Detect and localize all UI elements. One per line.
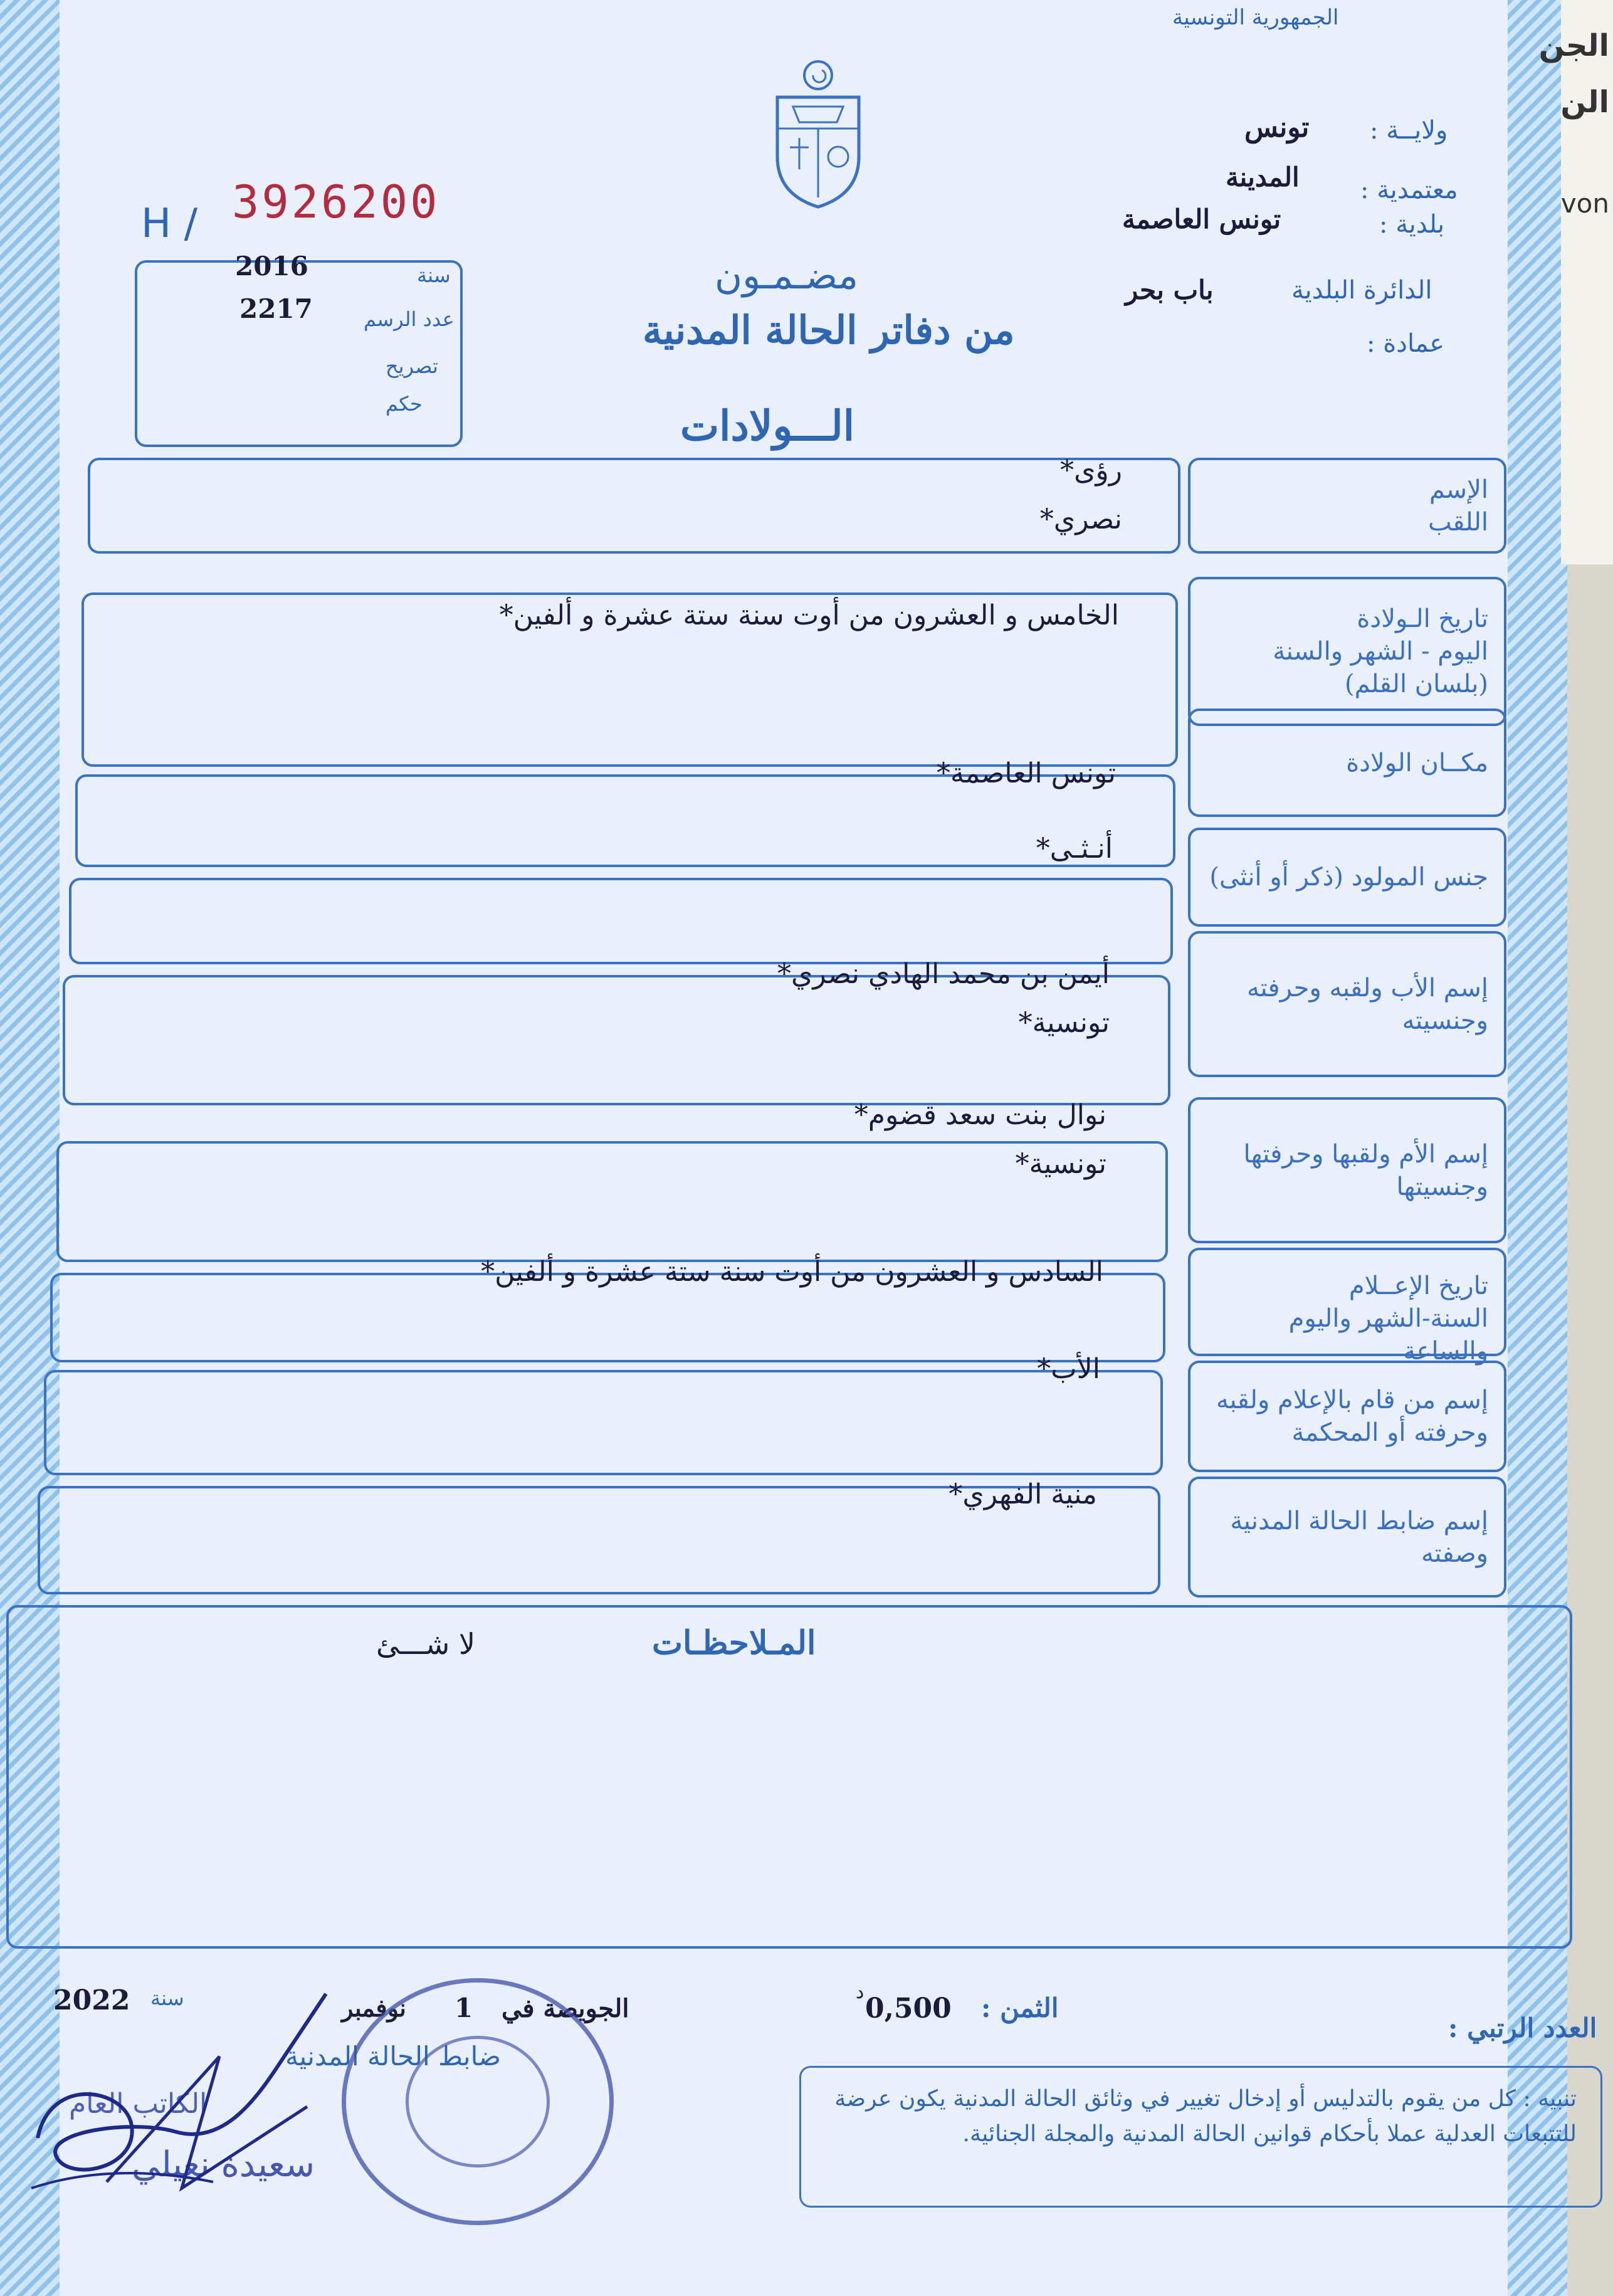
officer-title: ضابط الحالة المدنية — [285, 2041, 502, 2072]
daira-label: الدائرة البلدية — [1291, 276, 1432, 305]
omada-label: عمادة : — [1367, 329, 1445, 358]
motamadiya-value: المدينة — [1226, 162, 1300, 192]
field-label-box — [1188, 708, 1506, 817]
issue-year-value: 2022 — [53, 1984, 130, 2016]
serial-number-label: العدد الرتبي : — [1448, 2013, 1597, 2043]
coat-of-arms-emblem — [768, 56, 868, 213]
baladiya-label: بلدية : — [1379, 210, 1445, 239]
price-value: 0,500 — [865, 1993, 952, 2025]
field-value: الأب* — [1037, 1353, 1100, 1385]
field-label-box — [1188, 577, 1506, 726]
field-value: رؤى* نصري* — [1039, 455, 1122, 535]
field-label: إسم من قام بالإعلام ولقبه وحرفته أو المحكمة — [1216, 1386, 1488, 1447]
issue-year-label: سنة — [150, 1986, 184, 2010]
title-extract: مضـمـون — [715, 254, 859, 298]
field-label: مكــان الولادة — [1346, 748, 1488, 777]
field-value: أيمن بن محمد الهادي نصري* تونسية* — [777, 958, 1110, 1039]
field-value: منية الفهري* — [948, 1478, 1097, 1510]
wilaya-value: تونس — [1244, 112, 1310, 144]
wilaya-label: ولايــة : — [1370, 116, 1448, 145]
registry-info-box — [135, 260, 463, 447]
title-births: الـــولادات — [680, 401, 855, 450]
adjacent-document-edge: الجن الن von — [1561, 0, 1613, 564]
field-value: أنـثـى* — [1036, 833, 1113, 865]
field-label: جنس المولود (ذكر أو أنثى) — [1209, 863, 1488, 892]
field-label-box — [1188, 931, 1506, 1077]
left-guilloche-border — [0, 0, 60, 2296]
field-label: إسم الأب ولقبه وحرفته وجنسيته — [1247, 973, 1488, 1035]
motamadiya-label: معتمدية : — [1360, 176, 1458, 204]
baladiya-value: تونس العاصمة — [1122, 204, 1281, 234]
year-value: 2016 — [235, 251, 308, 282]
field-label: تاريخ الإعــلام السنة-الشهر واليوم والساعة — [1288, 1271, 1488, 1366]
clerk-title-stamp: الكاتب العام — [69, 2088, 208, 2120]
field-label: تاريخ الـولادة اليوم - الشهر والسنة (بلسان القلم) — [1273, 604, 1488, 698]
issue-place: الجويصة في — [502, 1994, 629, 2023]
republic-heading: الجمهورية التونسية — [1172, 5, 1339, 30]
field-label-box — [1188, 1477, 1506, 1598]
field-label-box — [1188, 1097, 1506, 1243]
issue-month: نوفمبر — [342, 1994, 406, 2022]
declaration-label: تصريح — [386, 354, 438, 378]
registry-number: 3926200 — [232, 176, 440, 228]
warning-text: تنبيه : كل من يقوم بالتدليس أو إدخال تغيير في وثائق الحالة المدنية يكون عرضة للتتبعات العدلية عملا بأحكام قوانين الحالة المدنية والمجلة الجنائية. — [834, 2086, 1577, 2147]
judgment-label: حكم — [386, 392, 423, 416]
field-value: السادس و العشرون من أوت سنة ستة عشرة و ألفين* — [481, 1256, 1103, 1288]
field-value-box — [44, 1370, 1163, 1475]
field-label: الإسم اللقب — [1427, 475, 1488, 537]
field-label-box — [1188, 458, 1506, 554]
clerk-name-stamp: سعيدة نعيلي — [132, 2144, 315, 2185]
year-label: سنة — [417, 263, 451, 287]
act-number-value: 2217 — [239, 293, 313, 324]
official-round-stamp — [342, 1978, 614, 2225]
field-value: نوال بنت سعد قضوم* تونسية* — [854, 1099, 1106, 1180]
title-civil-registers: من دفاتر الحالة المدنية — [643, 307, 1015, 353]
field-value: تونس العاصمة* — [937, 757, 1116, 789]
price-unit: د — [856, 1981, 864, 2003]
remarks-value: لا شـــئ — [376, 1627, 476, 1661]
daira-value: باب بحر — [1125, 275, 1214, 305]
field-label: إسم الأم ولقبها وحرفتها وجنسيتها — [1243, 1139, 1488, 1201]
field-label-box — [1188, 1361, 1506, 1472]
field-label: إسم ضابط الحالة المدنية وصفته — [1230, 1506, 1488, 1568]
remarks-label: المـلاحظـات — [652, 1624, 816, 1662]
issue-day: 1 — [454, 1993, 473, 2023]
registry-prefix: H / — [141, 201, 198, 247]
right-guilloche-border — [1508, 0, 1567, 2296]
field-value-box — [88, 458, 1180, 554]
field-value: الخامس و العشرون من أوت سنة ستة عشرة و ألفين* — [499, 599, 1119, 631]
field-label-box — [1188, 828, 1506, 927]
price-label: الثمن : — [981, 1993, 1059, 2023]
act-number-label: عدد الرسم — [364, 307, 454, 331]
field-label-box — [1188, 1248, 1506, 1366]
handwritten-signature — [13, 1981, 364, 2207]
